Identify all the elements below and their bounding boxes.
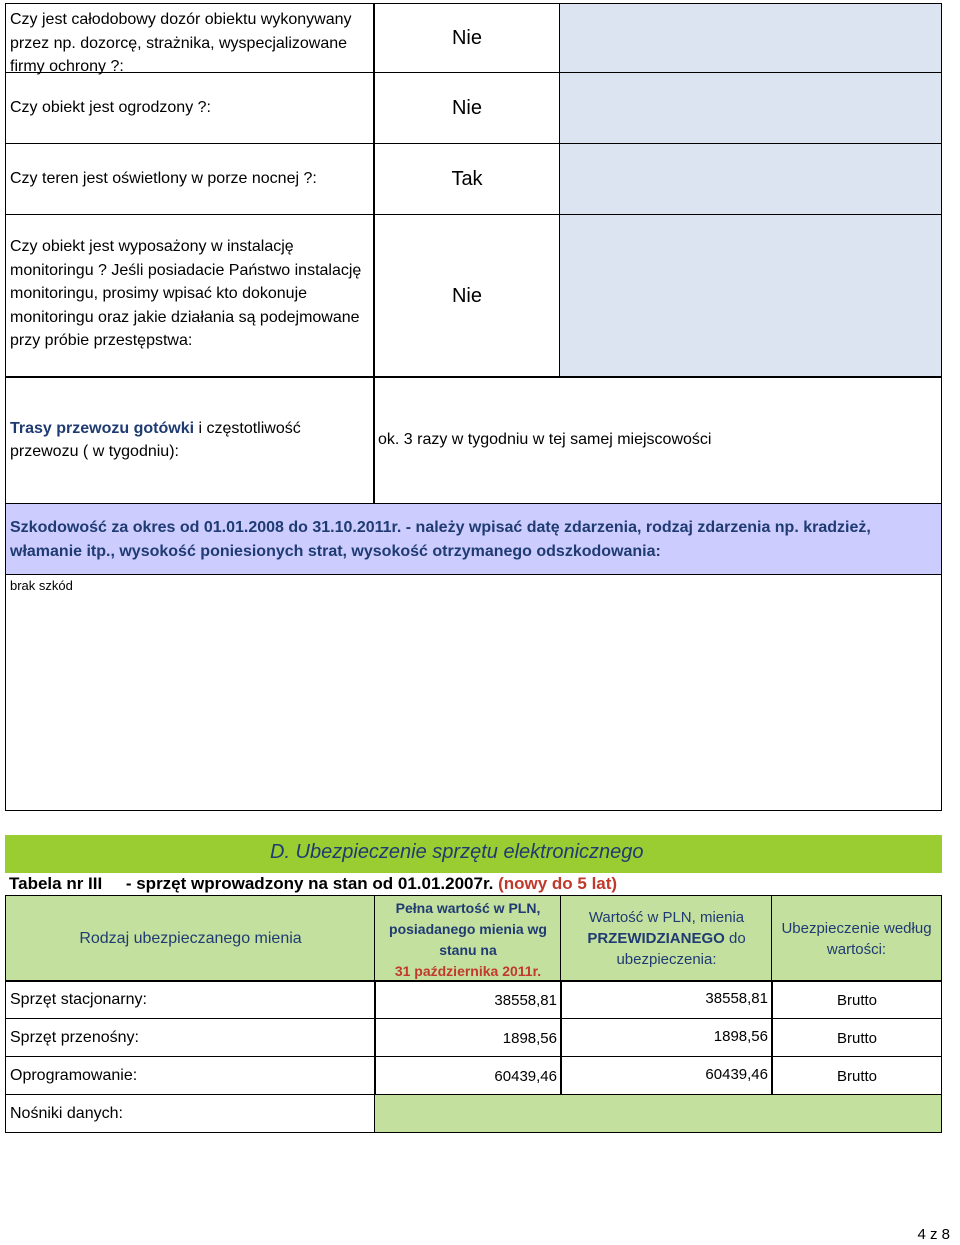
- cash-label-cell: [5, 376, 375, 504]
- table-caption: [9, 874, 617, 894]
- col-full-value-header: [374, 895, 562, 982]
- cash-label-rest: i częstotliwość przewozu ( w tygodniu):: [10, 419, 301, 460]
- table-row-planned-value[interactable]: 60439,46: [560, 1056, 773, 1095]
- table-row-full-value[interactable]: 60439,46: [374, 1056, 562, 1095]
- table-label: Tabela nr III: [9, 874, 103, 893]
- col-basis-label: Ubezpieczenie według wartości:: [781, 920, 932, 958]
- section-d-title: D. Ubezpieczenie sprzętu elektronicznego: [270, 841, 644, 863]
- col-type-header: [5, 895, 376, 982]
- monitoring-question-detail: Jeśli posiadacie Państwo instalację monitoringu, prosimy wpisać kto dokonuje monitoringu oraz jakie działania są podejmowane przy próbie przestępstwa:: [10, 261, 362, 349]
- claims-value: brak szkód: [10, 578, 73, 593]
- table-row-planned-value[interactable]: 38558,81: [560, 980, 773, 1019]
- claims-value-cell[interactable]: [5, 574, 942, 811]
- light-answer: Tak: [451, 167, 483, 190]
- table-row-label: Sprzęt stacjonarny:: [5, 980, 376, 1019]
- monitoring-answer-cell: [373, 214, 561, 378]
- col-planned-label-1: Wartość w PLN, mienia: [588, 909, 745, 926]
- guard-question-cell: [5, 3, 375, 73]
- table-row-basis[interactable]: Brutto: [771, 1056, 942, 1095]
- light-question-cell: [5, 143, 375, 215]
- page-number: 4 z 8: [917, 1226, 950, 1243]
- claims-header-text: Szkodowość za okres od 01.01.2008 do 31.10.2011r. - należy wpisać datę zdarzenia, rodzaj zdarzenia np. kradzież, włamanie itp., wysokość poniesionych strat, wysokość otrzymanego odszkodowania:: [10, 519, 871, 560]
- col-planned-label-2: do ubezpieczenia:: [616, 930, 746, 968]
- guard-answer-cell: [373, 3, 561, 73]
- table-row-label: Nośniki danych:: [5, 1094, 376, 1133]
- table-row-basis[interactable]: Brutto: [771, 1018, 942, 1057]
- light-note-cell[interactable]: [559, 143, 942, 215]
- table-subtitle: - sprzęt wprowadzony na stan od 01.01.2007r.: [121, 874, 494, 893]
- light-question: Czy teren jest oświetlony w porze nocnej ?:: [10, 170, 317, 188]
- col-planned-label-bold: PRZEWIDZIANEGO: [587, 930, 725, 947]
- cash-value: ok. 3 razy w tygodniu w tej samej miejscowości: [378, 431, 712, 448]
- table-row-full-value[interactable]: 38558,81: [374, 980, 562, 1019]
- table-row-planned-value[interactable]: 1898,56: [560, 1018, 773, 1057]
- table-row-label: Sprzęt przenośny:: [5, 1018, 376, 1057]
- table-row-empty-values[interactable]: [374, 1094, 942, 1133]
- col-type-label: Rodzaj ubezpieczanego mienia: [79, 929, 302, 947]
- table-row-basis[interactable]: Brutto: [771, 980, 942, 1019]
- monitoring-answer: Nie: [451, 284, 482, 307]
- col-full-value-label: Pełna wartość w PLN, posiadanego mienia wg stanu na: [389, 900, 547, 958]
- col-basis-header: [771, 895, 942, 982]
- guard-question: Czy jest całodobowy dozór obiektu wykonywany przez np. dozorcę, strażnika, wyspecjalizowane firmy ochrony ?:: [10, 11, 352, 75]
- fence-question-cell: [5, 72, 375, 144]
- light-answer-cell: [373, 143, 561, 215]
- fence-question: Czy obiekt jest ogrodzony ?:: [10, 99, 211, 117]
- cash-label-bold: Trasy przewozu gotówki: [10, 419, 195, 437]
- fence-answer-cell: [373, 72, 561, 144]
- monitoring-question-lead: Czy obiekt jest wyposażony w instalację monitoringu ?: [10, 238, 294, 279]
- section-d-title-bar: [5, 835, 942, 873]
- col-planned-header: [560, 895, 773, 982]
- fence-note-cell[interactable]: [559, 72, 942, 144]
- claims-header: [5, 503, 942, 575]
- cash-value-cell[interactable]: [373, 376, 942, 504]
- fence-answer: Nie: [451, 96, 482, 119]
- monitoring-question-cell: [5, 214, 375, 378]
- table-row-full-value[interactable]: 1898,56: [374, 1018, 562, 1057]
- guard-answer: Nie: [451, 26, 482, 49]
- table-row-label: Oprogramowanie:: [5, 1056, 376, 1095]
- guard-note-cell[interactable]: [559, 3, 942, 73]
- col-full-value-date: 31 października 2011r.: [394, 963, 542, 979]
- monitoring-note-cell[interactable]: [559, 214, 942, 378]
- table-subtitle-red: (nowy do 5 lat): [493, 874, 618, 893]
